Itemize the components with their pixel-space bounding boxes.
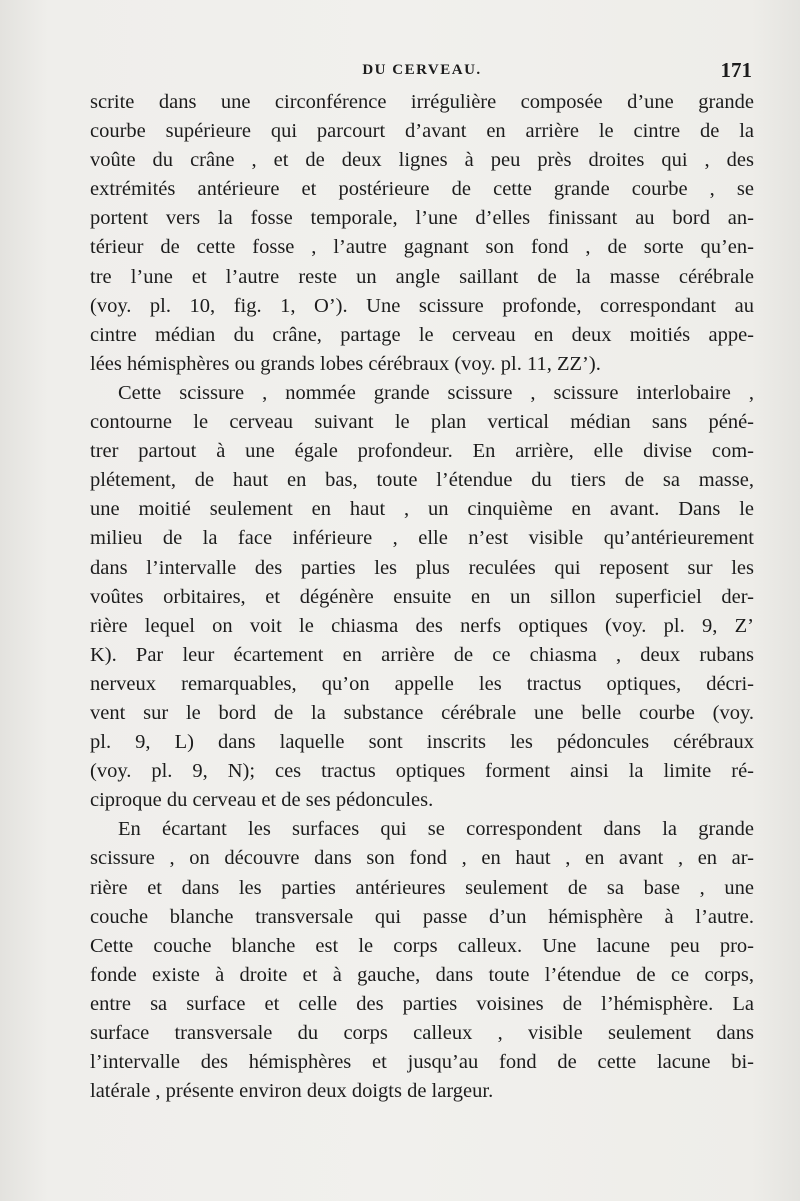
text-line: tre l’une et l’autre reste un angle saillant de la masse cérébrale	[90, 265, 754, 288]
page-header	[90, 58, 754, 86]
text-line: fonde existe à droite et à gauche, dans toute l’étendue de ce corps,	[90, 963, 754, 986]
text-line: courbe supérieure qui parcourt d’avant en arrière le cintre de la	[90, 120, 754, 143]
running-head: DU CERVEAU.	[362, 62, 482, 78]
page-number: 171	[720, 58, 752, 82]
text-line: pl. 9, L) dans laquelle sont inscrits les pédoncules cérébraux	[90, 731, 754, 754]
text-line: scissure , on découvre dans son fond , en haut , en avant , en ar-	[90, 847, 754, 870]
text-line: cintre médian du crâne, partage le cerveau en deux moitiés appe-	[90, 323, 754, 346]
text-line: voûtes orbitaires, et dégénère ensuite en un sillon superficiel der-	[90, 585, 754, 608]
text-line: ciproque du cerveau et de ses pédoncules.	[90, 789, 434, 812]
text-line: (voy. pl. 9, N); ces tractus optiques forment ainsi la limite ré-	[90, 760, 754, 783]
text-line: trer partout à une égale profondeur. En arrière, elle divise com-	[90, 440, 754, 463]
text-line: l’intervalle des hémisphères et jusqu’au fond de cette lacune bi-	[90, 1051, 754, 1074]
text-line: contourne le cerveau suivant le plan vertical médian sans péné-	[90, 411, 754, 434]
text-line: rière lequel on voit le chiasma des nerfs optiques (voy. pl. 9, Z’	[90, 614, 754, 637]
text-line: lées hémisphères ou grands lobes cérébraux (voy. pl. 11, ZZ’).	[90, 352, 601, 375]
text-line: surface transversale du corps calleux , visible seulement dans	[90, 1022, 754, 1044]
text-line: une moitié seulement en haut , un cinquième en avant. Dans le	[90, 498, 754, 521]
text-line: portent vers la fosse temporale, l’une d’elles finissant au bord an-	[90, 207, 754, 230]
text-line: vent sur le bord de la substance cérébrale une belle courbe (voy.	[90, 701, 754, 724]
text-line: plétement, de haut en bas, toute l’étendue du tiers de sa masse,	[90, 469, 754, 492]
body-text	[90, 88, 754, 1106]
text-line: extrémités antérieure et postérieure de cette grande courbe , se	[90, 178, 754, 201]
text-line: térieur de cette fosse , l’autre gagnant son fond , de sorte qu’en-	[90, 236, 754, 259]
text-line: rière et dans les parties antérieures seulement de sa base , une	[90, 876, 754, 899]
text-line: voûte du crâne , et de deux lignes à peu près droites qui , des	[90, 149, 754, 172]
text-line: scrite dans une circonférence irrégulière composée d’une grande	[90, 91, 754, 113]
text-line: nerveux remarquables, qu’on appelle les tractus optiques, décri-	[90, 672, 754, 695]
text-line: latérale , présente environ deux doigts de largeur.	[90, 1080, 494, 1103]
text-line: milieu de la face inférieure , elle n’est visible qu’antérieurement	[90, 527, 754, 550]
text-line: couche blanche transversale qui passe d’un hémisphère à l’autre.	[90, 905, 754, 928]
text-line: Cette couche blanche est le corps calleux. Une lacune peu pro-	[90, 934, 754, 957]
paragraph-start-line: En écartant les surfaces qui se correspondent dans la grande	[118, 818, 754, 841]
text-line: entre sa surface et celle des parties voisines de l’hémisphère. La	[90, 992, 754, 1015]
text-line: K). Par leur écartement en arrière de ce chiasma , deux rubans	[90, 643, 754, 666]
paragraph-start-line: Cette scissure , nommée grande scissure , scissure interlobaire ,	[118, 381, 754, 404]
text-line: dans l’intervalle des parties les plus reculées qui reposent sur les	[90, 556, 754, 579]
text-line: (voy. pl. 10, fig. 1, O’). Une scissure profonde, correspondant au	[90, 294, 754, 317]
